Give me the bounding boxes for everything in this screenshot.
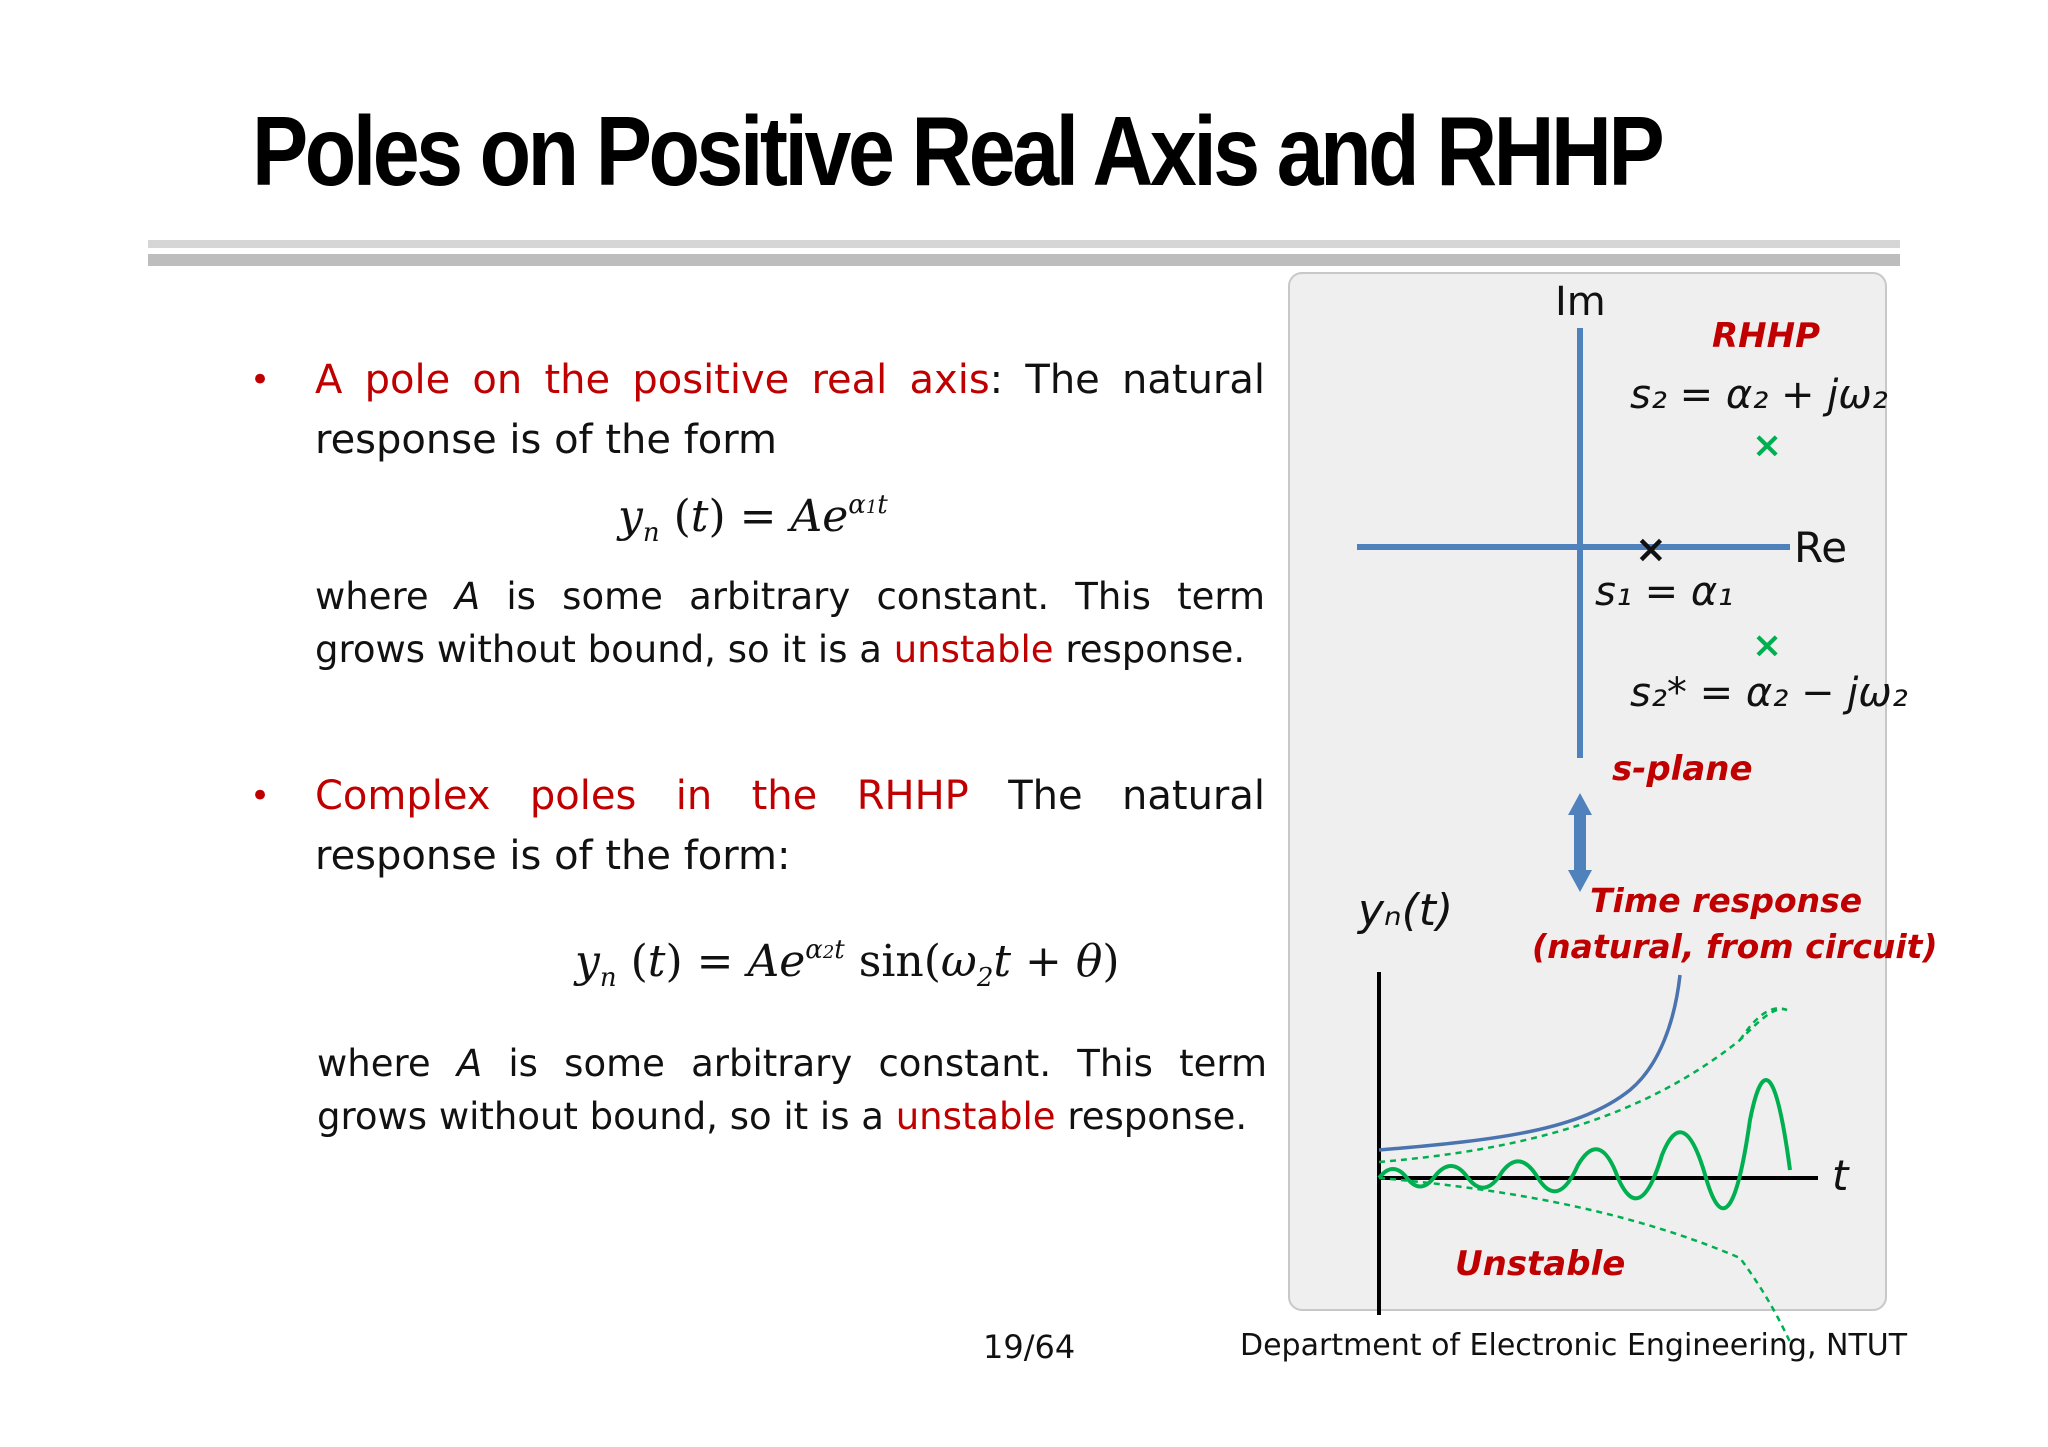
s1-label: s₁ = α₁ (1595, 569, 1734, 615)
page-number: 19/64 (983, 1328, 1076, 1366)
unstable-label: Unstable (1455, 1244, 1626, 1284)
splane-label: s-plane (1612, 749, 1753, 789)
s2-label: s₂ = α₂ + jω₂ (1630, 372, 1888, 418)
time-response-label-1: Time response (1590, 881, 1863, 920)
s2conj-label: s₂* = α₂ − jω₂ (1630, 670, 1908, 716)
slide-title: Poles on Positive Real Axis and RHHP (252, 96, 1662, 206)
pole-s2conj-icon: × (1752, 625, 1783, 666)
rhhp-label: RHHP (1712, 316, 1821, 356)
bullet2-lead: Complex poles in the RHHP (315, 773, 969, 819)
pole-s1-icon: × (1635, 527, 1667, 571)
t-label: t (1832, 1151, 1849, 1200)
bullet1-rest: : The natural response is of the form (315, 357, 1265, 463)
bullet-dot-1: • (250, 360, 271, 400)
double-arrow-icon (1568, 793, 1592, 892)
footer-department: Department of Electronic Engineering, NTUT (1240, 1328, 1908, 1363)
yn-label: yₙ(t) (1358, 885, 1454, 936)
bullet1-lead: A pole on the positive real axis (315, 357, 990, 403)
bullet2-equation: $y_n$ $(t) = Ae^{\alpha 2t}$ $\sin(\omega_2t + \theta)$ (575, 935, 1120, 993)
upper-envelope (1379, 1009, 1787, 1162)
time-response-label-2: (natural, from circuit) (1532, 927, 1938, 966)
exponential-curve (1379, 975, 1680, 1150)
bullet1-equation: $y_n$ $(t) = Ae^{\alpha 1t}$ (618, 490, 888, 548)
re-label: Re (1794, 523, 1848, 572)
im-label: Im (1555, 279, 1606, 325)
bullet2-follow: where A is some arbitrary constant. This term grows without bound, so it is a unstable response. (317, 1042, 1267, 1138)
bullet1-follow: where A is some arbitrary constant. This term grows without bound, so it is a unstable response. (315, 575, 1265, 671)
bullet-dot-2: • (250, 776, 271, 816)
bullet2-rest: The natural response is of the form: (315, 773, 1266, 879)
pole-s2-icon: × (1752, 425, 1783, 466)
upper-envelope-tail (1740, 1008, 1787, 1040)
